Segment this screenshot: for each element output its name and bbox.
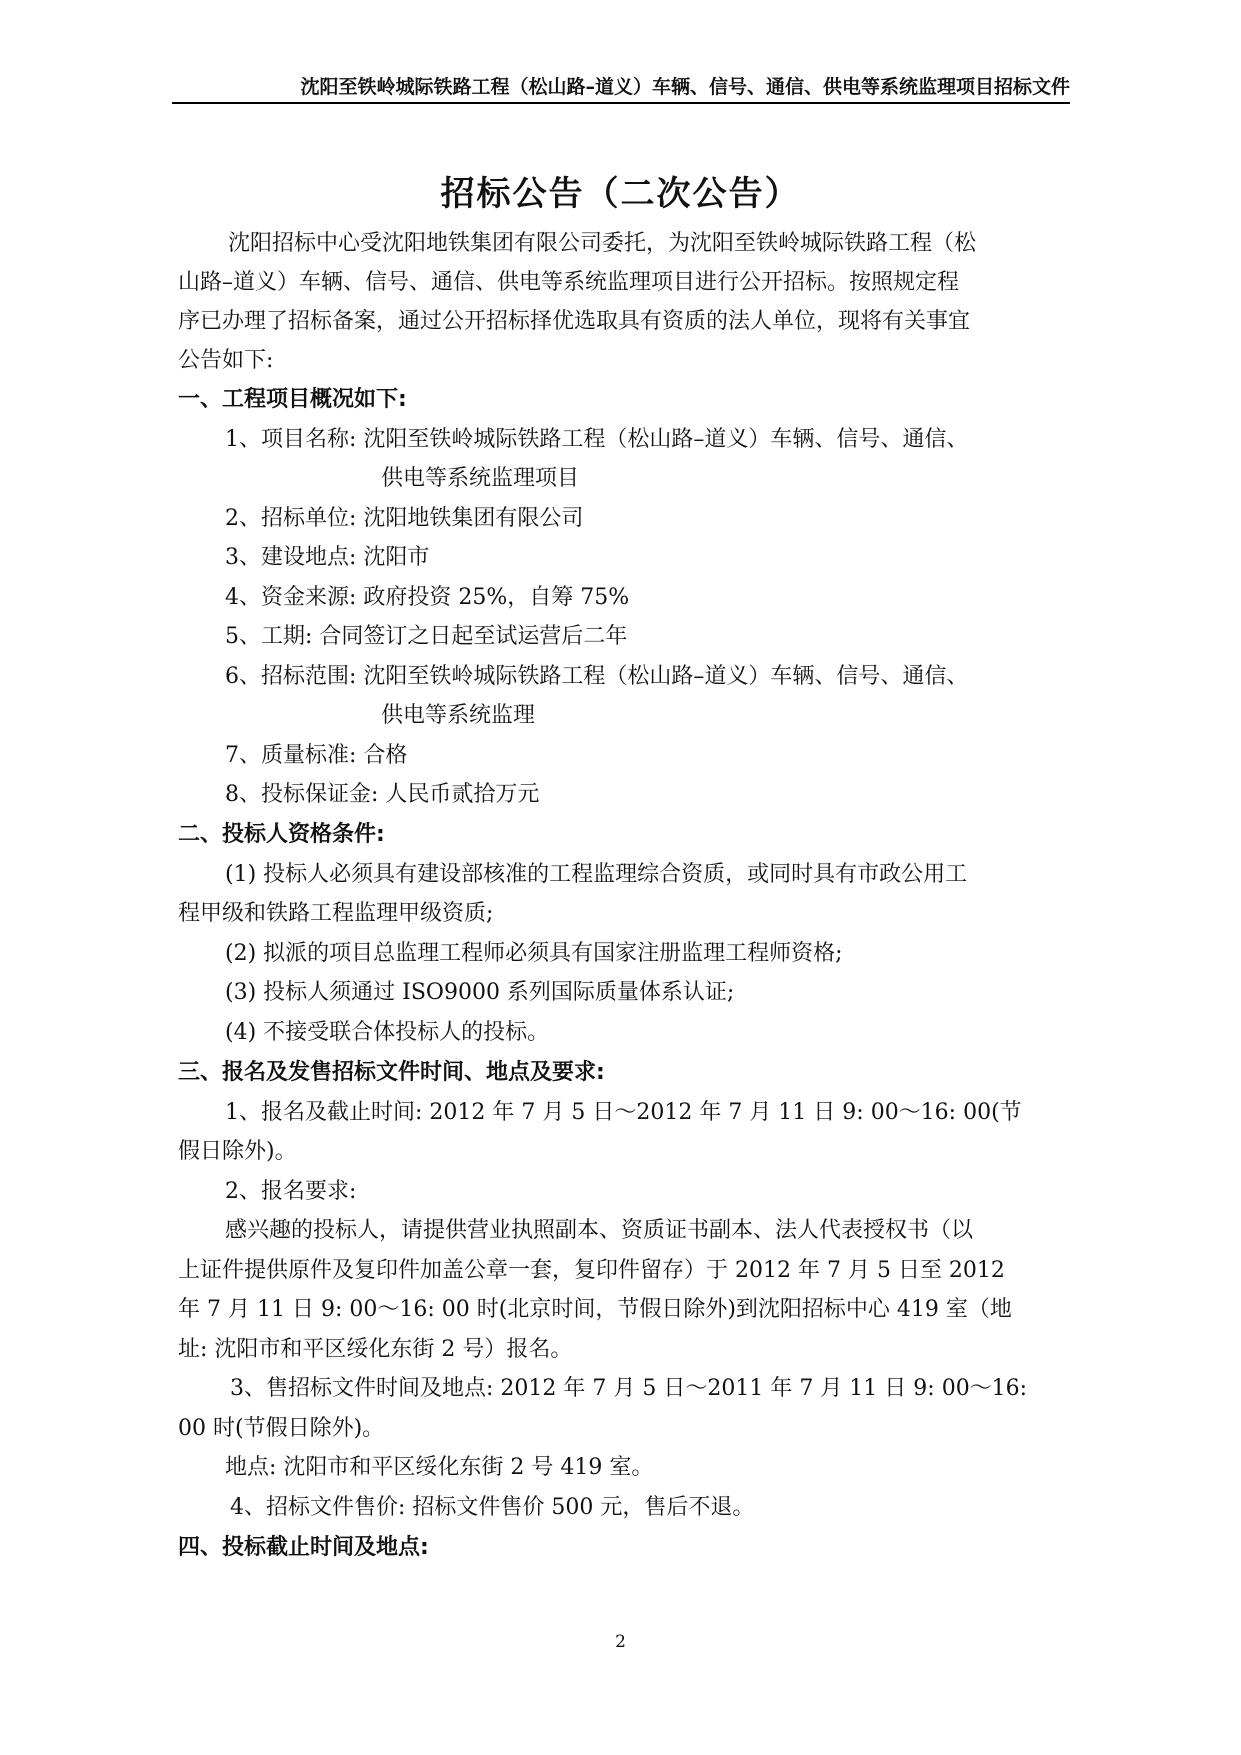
list-item: 1、项目名称: 沈阳至铁岭城际铁路工程（松山路–道义）车辆、信号、通信、 — [225, 427, 969, 452]
list-item: 5、工期: 合同签订之日起至试运营后二年 — [225, 624, 628, 649]
document-title: 招标公告（二次公告） — [440, 174, 801, 214]
list-item: (2) 拟派的项目总监理工程师必须具有国家注册监理工程师资格; — [225, 941, 843, 966]
list-item: 6、招标范围: 沈阳至铁岭城际铁路工程（松山路–道义）车辆、信号、通信、 — [225, 664, 969, 689]
list-item: 3、建设地点: 沈阳市 — [225, 545, 430, 570]
paragraph-line: 上证件提供原件及复印件加盖公章一套，复印件留存）于 2012 年 7 月 5 日至 2012 — [178, 1258, 1005, 1283]
list-item: 4、招标文件售价: 招标文件售价 500 元，售后不退。 — [230, 1495, 755, 1520]
list-item-continuation: 假日除外)。 — [178, 1139, 297, 1164]
list-item: 7、质量标准: 合格 — [225, 743, 408, 768]
page-number: 2 — [615, 1632, 626, 1652]
list-item-continuation: 00 时(节假日除外)。 — [178, 1416, 385, 1441]
running-header: 沈阳至铁岭城际铁路工程（松山路–道义）车辆、信号、通信、供电等系统监理项目招标文件 — [300, 76, 1070, 98]
paragraph-line: 地点: 沈阳市和平区绥化东街 2 号 419 室。 — [225, 1455, 654, 1480]
list-item: (1) 投标人必须具有建设部核准的工程监理综合资质，或同时具有市政公用工 — [225, 862, 968, 887]
intro-line: 序已办理了招标备案，通过公开招标择优选取具有资质的法人单位，现将有关事宜 — [178, 309, 971, 334]
list-item: 3、售招标文件时间及地点: 2012 年 7 月 5 日～2011 年 7 月 11 日 9: 00～16: — [230, 1376, 1028, 1401]
header-divider — [172, 102, 1070, 104]
paragraph-line: 感兴趣的投标人，请提供营业执照副本、资质证书副本、法人代表授权书（以 — [225, 1218, 974, 1243]
list-item-continuation: 程甲级和铁路工程监理甲级资质; — [178, 901, 494, 926]
intro-line: 沈阳招标中心受沈阳地铁集团有限公司委托，为沈阳至铁岭城际铁路工程（松 — [228, 231, 977, 256]
list-item: (3) 投标人须通过 ISO9000 系列国际质量体系认证; — [225, 980, 735, 1005]
section-heading: 二、投标人资格条件: — [178, 822, 385, 847]
intro-line: 公告如下: — [178, 348, 274, 373]
paragraph-line: 址: 沈阳市和平区绥化东街 2 号）报名。 — [178, 1337, 573, 1362]
paragraph-line: 年 7 月 11 日 9: 00～16: 00 时(北京时间，节假日除外)到沈阳招标中心 419 室（地 — [178, 1297, 1012, 1322]
section-heading: 四、投标截止时间及地点: — [178, 1535, 429, 1560]
list-item: 2、招标单位: 沈阳地铁集团有限公司 — [225, 506, 584, 531]
list-item: 8、投标保证金: 人民币贰拾万元 — [225, 782, 540, 807]
section-heading: 三、报名及发售招标文件时间、地点及要求: — [178, 1060, 605, 1085]
section-heading: 一、工程项目概况如下: — [178, 387, 407, 412]
list-item: 2、报名要求: — [225, 1179, 357, 1204]
intro-line: 山路–道义）车辆、信号、通信、供电等系统监理项目进行公开招标。按照规定程 — [178, 270, 960, 295]
list-item-continuation: 供电等系统监理 — [381, 703, 536, 728]
list-item-continuation: 供电等系统监理项目 — [381, 466, 580, 491]
list-item: (4) 不接受联合体投标人的投标。 — [225, 1020, 550, 1045]
list-item: 4、资金来源: 政府投资 25%，自筹 75% — [225, 585, 630, 610]
list-item: 1、报名及截止时间: 2012 年 7 月 5 日～2012 年 7 月 11 日 9: 00～16: 00(节 — [225, 1100, 1022, 1125]
